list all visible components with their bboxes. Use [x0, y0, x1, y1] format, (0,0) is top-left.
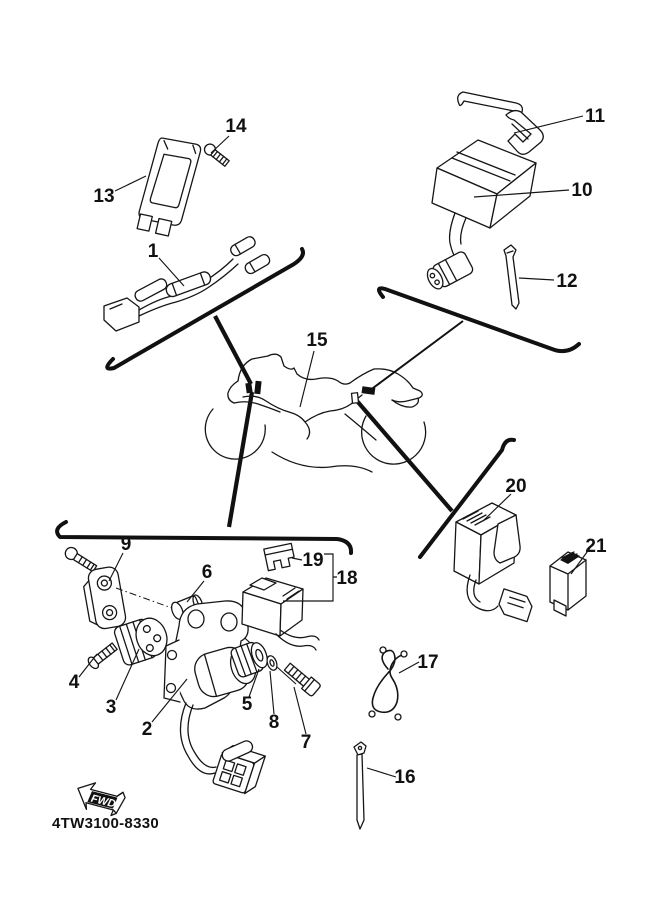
part-7-bolt-drawing: [282, 661, 321, 697]
bracket9-grommet-bottom-hole: [106, 609, 113, 616]
bike-front-wheel: [205, 409, 265, 459]
callout-2: 2: [141, 719, 153, 740]
cdi-wire: [450, 213, 466, 257]
bike-lower-cowl-line: [234, 402, 280, 412]
leader-17: [399, 662, 419, 673]
clamp-end-1: [380, 647, 386, 653]
part-16-band-drawing: [354, 742, 366, 829]
part-14-screw-drawing: [202, 142, 230, 168]
harness-connector: [104, 298, 139, 331]
callout-12: 12: [556, 271, 578, 292]
marker-front-left: [245, 383, 252, 394]
marker-front-right: [254, 381, 261, 395]
leader-12: [519, 278, 554, 280]
callout-19: 19: [302, 550, 324, 571]
marker-rear-small: [351, 393, 358, 404]
clamp-end-2: [401, 651, 407, 657]
bike-harness-route: [243, 395, 362, 439]
starter-hole-left: [188, 610, 204, 628]
location-pointer-lines: [215, 316, 463, 527]
motorcycle-outline: [205, 354, 425, 472]
callout-14: 14: [225, 116, 247, 137]
screw-shaft: [211, 150, 229, 167]
callout-11: 11: [584, 106, 606, 127]
bracket9-plate: [87, 566, 127, 630]
part-17-clamp-drawing: [369, 647, 407, 720]
starter-arm-bolt-1: [168, 651, 177, 660]
part-19-fuse-drawing: [264, 543, 296, 570]
starter-arm-bolt-2: [167, 684, 176, 693]
clamp-end-4: [395, 714, 401, 720]
part-13-bracket-drawing: [132, 133, 204, 240]
clamp-wire-body: [372, 650, 402, 712]
callout-18: 18: [336, 568, 358, 589]
fuse-body: [264, 543, 296, 570]
bullet-connector-2: [243, 253, 271, 276]
leader-8: [270, 671, 274, 714]
callout-21: 21: [585, 536, 607, 557]
bike-upper-outline: [238, 354, 422, 402]
leader-19: [292, 558, 302, 560]
part-12-band-drawing: [504, 245, 519, 309]
separator-bottom-left: [57, 522, 351, 553]
leader-13: [115, 176, 146, 191]
screw4-shaft: [93, 643, 117, 664]
clamp-end-3: [369, 711, 375, 717]
cable-tie-16-head: [354, 742, 366, 755]
drawing-number: 4TW3100-8330: [52, 815, 159, 832]
callout-5: 5: [241, 694, 253, 715]
callout-7: 7: [300, 732, 312, 753]
callout-13: 13: [93, 186, 115, 207]
callout-8: 8: [268, 712, 280, 733]
callout-20: 20: [505, 476, 527, 497]
leader-7: [294, 687, 306, 734]
callout-1: 1: [147, 241, 159, 262]
leader-14: [211, 136, 229, 153]
part-18-relay-drawing: [242, 578, 319, 650]
band-clip: [506, 111, 543, 155]
part-10-cdi-unit-drawing: [424, 140, 536, 292]
callout-6: 6: [201, 562, 213, 583]
callout-10: 10: [571, 180, 593, 201]
bike-front-cowl: [228, 381, 238, 403]
fwd-label: FWD: [89, 792, 117, 811]
bullet-connector-1: [229, 235, 257, 258]
pointer-top-left-group: [215, 316, 251, 384]
pointer-top-right-group: [369, 321, 463, 391]
leader-16: [367, 768, 396, 777]
callout-15: 15: [306, 330, 328, 351]
separator-top-right: [379, 288, 579, 351]
bracket9-grommet-top-hole: [101, 580, 108, 587]
callout-16: 16: [394, 767, 416, 788]
pointer-bottom-right-group: [357, 401, 452, 511]
callout-17: 17: [417, 652, 439, 673]
cable-tie-16-strip: [357, 754, 364, 829]
bracket-tab-left: [136, 213, 153, 232]
bike-rear-wheel: [362, 416, 426, 464]
callout-4: 4: [68, 672, 80, 693]
harness-sleeve: [165, 270, 213, 298]
part-20-relay-assy-drawing: [454, 503, 534, 622]
callout-9: 9: [120, 534, 132, 555]
part-4-screw-drawing: [86, 641, 118, 670]
cable-tie-12: [504, 245, 519, 309]
starter-hole-right: [221, 613, 237, 631]
part-1-wire-harness-drawing: [104, 235, 271, 331]
bike-belly-line: [272, 452, 372, 472]
starter-lead-wire: [180, 703, 216, 774]
callout-3: 3: [105, 697, 117, 718]
